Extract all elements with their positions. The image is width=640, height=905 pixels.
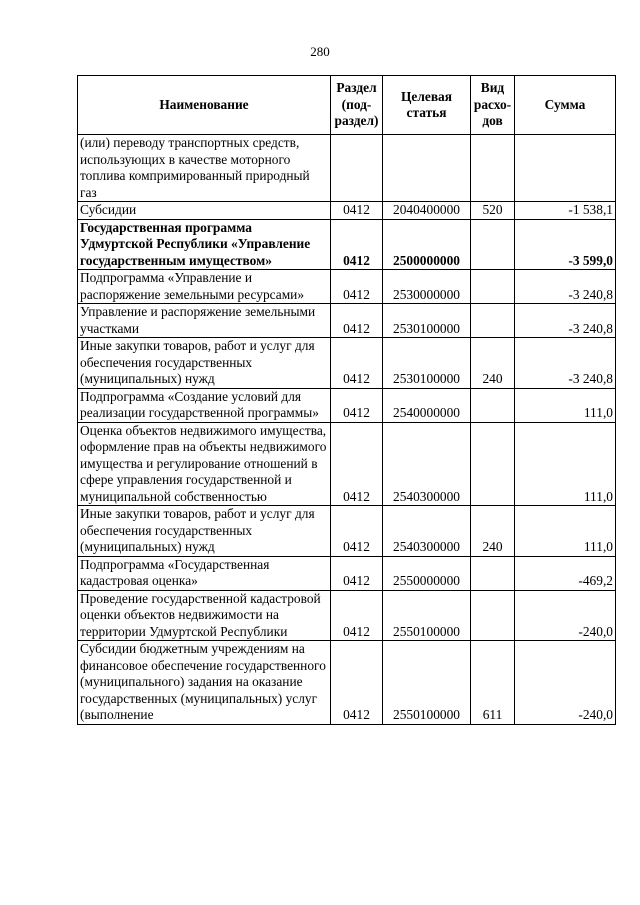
table-row (78, 202, 616, 220)
cell-target: 2540300000 (383, 422, 471, 506)
cell-section: 0412 (331, 641, 383, 725)
cell-target: 2530100000 (383, 304, 471, 338)
cell-sum: -469,2 (515, 556, 616, 590)
cell-kind: 240 (471, 338, 515, 389)
cell-kind (471, 590, 515, 641)
cell-target: 2550100000 (383, 590, 471, 641)
header-target: Целевая статья (383, 76, 471, 135)
page-number: 280 (310, 44, 330, 59)
budget-table (77, 75, 616, 725)
cell-kind (471, 304, 515, 338)
cell-section: 0412 (331, 338, 383, 389)
cell-name: Оценка объектов недвижимого имущества, оформление прав на объекты недвижимого имущества и регулирование отношений в сфере управления государственной и муниципальной собственностью (78, 422, 331, 506)
cell-name: Подпрограмма «Управление и распоряжение земельными ресурсами» (78, 270, 331, 304)
cell-name: Иные закупки товаров, работ и услуг для обеспечения государственных (муниципальных) нужд (78, 506, 331, 557)
table-row (78, 506, 616, 557)
table-row (78, 388, 616, 422)
cell-sum: 111,0 (515, 506, 616, 557)
table-header-row (78, 76, 616, 135)
cell-section: 0412 (331, 422, 383, 506)
cell-kind (471, 270, 515, 304)
cell-kind: 240 (471, 506, 515, 557)
cell-name: Субсидии бюджетным учреждениям на финансовое обеспечение государственного (муниципального) задания на оказание государственных (муниципальных) услуг (выполнение (78, 641, 331, 725)
cell-kind (471, 422, 515, 506)
cell-section: 0412 (331, 304, 383, 338)
cell-sum: -3 240,8 (515, 338, 616, 389)
cell-sum: -3 240,8 (515, 304, 616, 338)
cell-kind (471, 135, 515, 202)
cell-name: Управление и распоряжение земельными участками (78, 304, 331, 338)
cell-sum (515, 135, 616, 202)
cell-kind (471, 556, 515, 590)
cell-sum: 111,0 (515, 422, 616, 506)
cell-target: 2500000000 (383, 219, 471, 270)
cell-target (383, 135, 471, 202)
table-row (78, 270, 616, 304)
cell-section: 0412 (331, 219, 383, 270)
cell-section: 0412 (331, 202, 383, 220)
table-row (78, 556, 616, 590)
cell-target: 2550000000 (383, 556, 471, 590)
cell-target: 2530100000 (383, 338, 471, 389)
cell-section: 0412 (331, 556, 383, 590)
cell-section: 0412 (331, 506, 383, 557)
header-kind: Вид расхо-дов (471, 76, 515, 135)
header-section: Раздел (под-раздел) (331, 76, 383, 135)
cell-name: Проведение государственной кадастровой оценки объектов недвижимости на территории Удмуртской Республики (78, 590, 331, 641)
cell-section: 0412 (331, 590, 383, 641)
cell-name: Иные закупки товаров, работ и услуг для обеспечения государственных (муниципальных) нужд (78, 338, 331, 389)
cell-target: 2040400000 (383, 202, 471, 220)
cell-sum: -240,0 (515, 590, 616, 641)
cell-name: Подпрограмма «Создание условий для реализации государственной программы» (78, 388, 331, 422)
header-name: Наименование (78, 76, 331, 135)
cell-kind: 520 (471, 202, 515, 220)
cell-section (331, 135, 383, 202)
cell-target: 2530000000 (383, 270, 471, 304)
cell-name: Подпрограмма «Государственная кадастровая оценка» (78, 556, 331, 590)
cell-kind: 611 (471, 641, 515, 725)
cell-target: 2540000000 (383, 388, 471, 422)
cell-target: 2550100000 (383, 641, 471, 725)
cell-kind (471, 219, 515, 270)
table-row (78, 422, 616, 506)
header-sum: Сумма (515, 76, 616, 135)
cell-target: 2540300000 (383, 506, 471, 557)
cell-name: Государственная программа Удмуртской Республики «Управление государственным имуществом» (78, 219, 331, 270)
cell-sum: -3 240,8 (515, 270, 616, 304)
table-row (78, 641, 616, 725)
cell-sum: -1 538,1 (515, 202, 616, 220)
cell-section: 0412 (331, 388, 383, 422)
cell-section: 0412 (331, 270, 383, 304)
cell-kind (471, 388, 515, 422)
table-row (78, 135, 616, 202)
table-row (78, 338, 616, 389)
cell-name: Субсидии (78, 202, 331, 220)
cell-sum: 111,0 (515, 388, 616, 422)
cell-sum: -240,0 (515, 641, 616, 725)
table-row (78, 219, 616, 270)
cell-sum: -3 599,0 (515, 219, 616, 270)
cell-name: (или) переводу транспортных средств, использующих в качестве моторного топлива компримированный природный газ (78, 135, 331, 202)
table-row (78, 590, 616, 641)
table-row (78, 304, 616, 338)
